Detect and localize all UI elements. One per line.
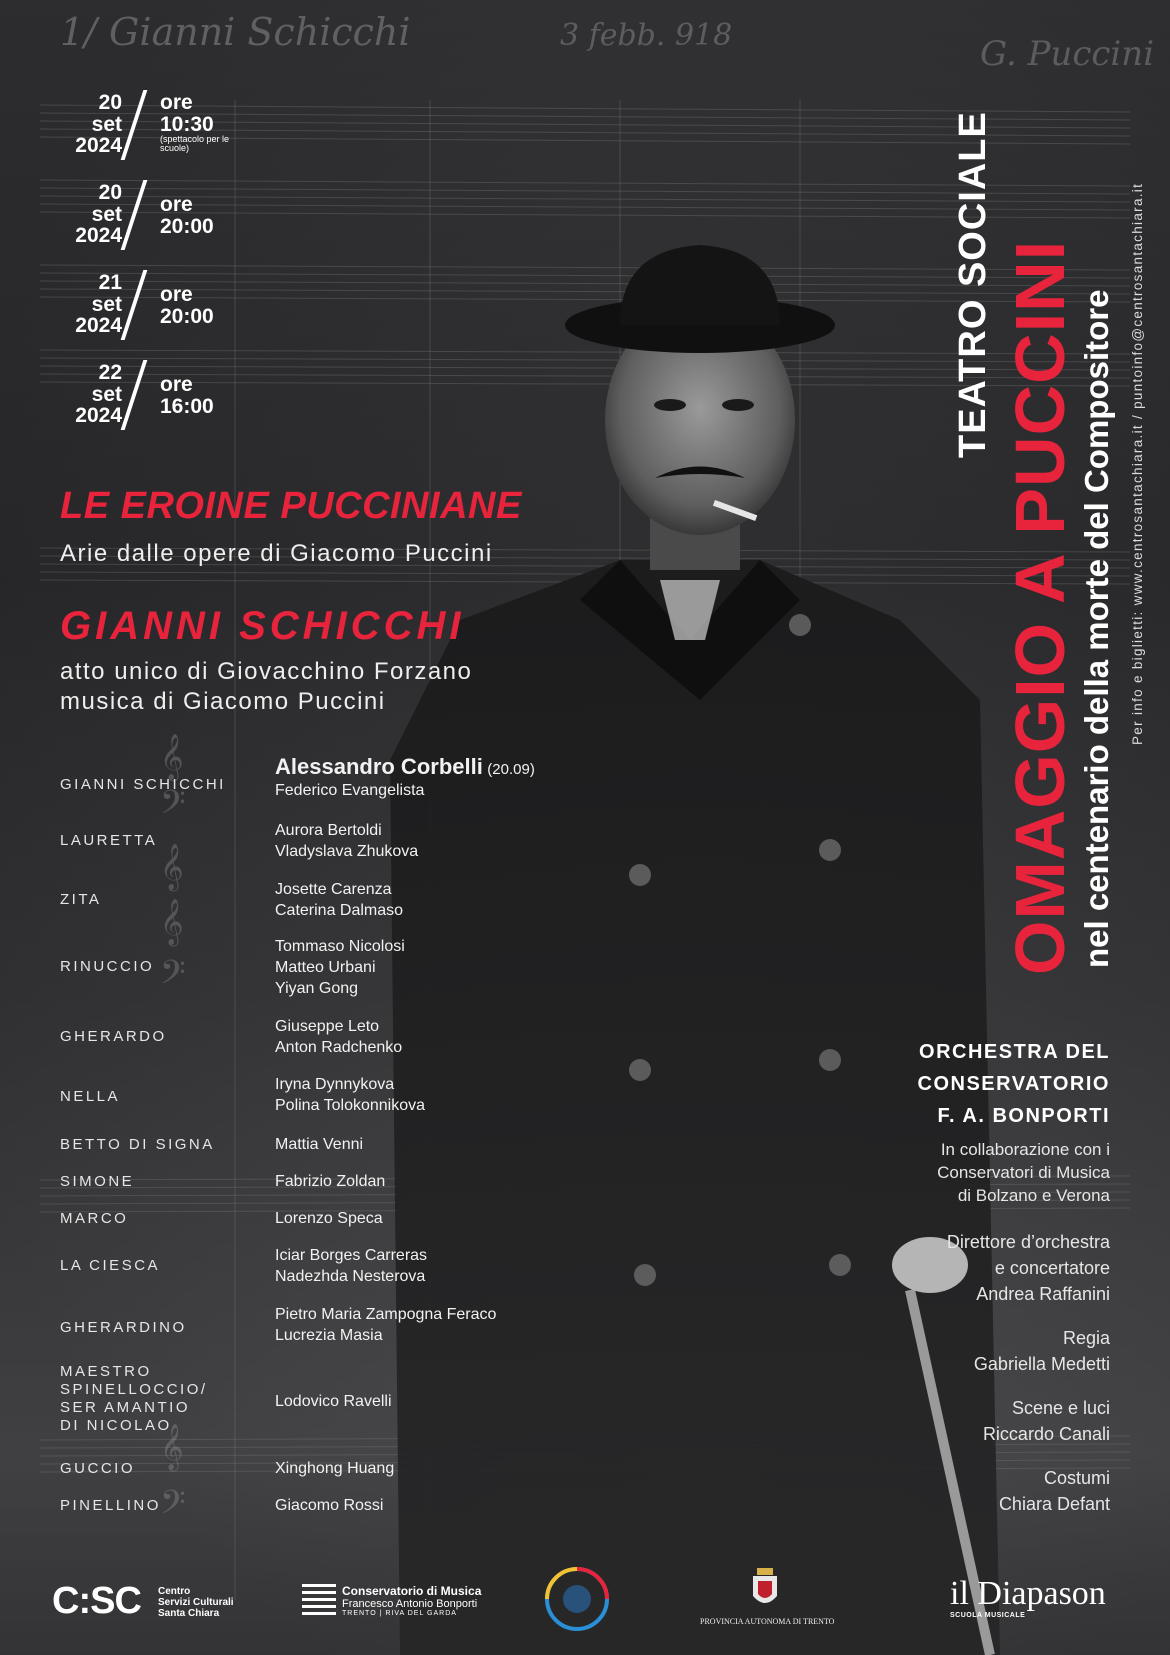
conservatorio-logo-mark xyxy=(302,1584,336,1616)
partner-circle-logo xyxy=(542,1564,612,1634)
lead-singer-date: (20.09) xyxy=(487,761,535,778)
date-day: 20 xyxy=(98,91,122,114)
time-note: (spettacolo per le scuole) xyxy=(160,134,230,153)
date-divider xyxy=(121,360,148,430)
conservatorio-logo xyxy=(302,1582,492,1622)
date-day: 21 xyxy=(98,271,122,294)
conservatorio-subname: Francesco Antonio Bonporti xyxy=(342,1598,478,1610)
role-name: NELLA xyxy=(60,1088,121,1105)
role-name: SPINELLOCCIO/ xyxy=(60,1381,208,1398)
role-name: GHERARDINO xyxy=(60,1319,187,1336)
date-year: 2024 xyxy=(75,134,122,157)
svg-text:𝄞: 𝄞 xyxy=(160,734,184,780)
singer-name: Yiyan Gong xyxy=(275,980,359,997)
diapason-sub: SCUOLA MUSICALE xyxy=(950,1612,1026,1619)
regia-name: Gabriella Medetti xyxy=(973,1354,1110,1374)
program-subtitle-eroine: Arie dalle opere di Giacomo Puccini xyxy=(60,540,493,567)
singer-name: Tommaso Nicolosi xyxy=(275,938,405,955)
role-name: GHERARDO xyxy=(60,1028,167,1045)
date-year: 2024 xyxy=(75,404,122,427)
svg-text:𝄢: 𝄢 xyxy=(160,954,186,1000)
singer-name: Iryna Dynnykova xyxy=(275,1076,395,1093)
singer-name: Nadezhda Nesterova xyxy=(275,1268,426,1285)
orchestra-name: CONSERVATORIO xyxy=(917,1073,1110,1095)
role-name: GIANNI SCHICCHI xyxy=(60,776,226,793)
csc-logo xyxy=(52,1582,242,1622)
date-divider xyxy=(121,180,148,250)
credits xyxy=(918,1036,1111,1517)
date-year: 2024 xyxy=(75,224,122,247)
date-year: 2024 xyxy=(75,314,122,337)
time-value: 10:30 xyxy=(160,112,214,136)
conductor-role: e concertatore xyxy=(994,1258,1110,1278)
role-name: GUCCIO xyxy=(60,1460,135,1477)
svg-text:𝄞: 𝄞 xyxy=(160,1424,184,1470)
lead-singer: Alessandro Corbelli xyxy=(275,754,483,779)
conductor-name: Andrea Raffanini xyxy=(976,1284,1110,1304)
date-block xyxy=(50,362,270,438)
diapason-name: il Diapason xyxy=(950,1575,1106,1612)
manuscript-signature: G. Puccini xyxy=(980,34,1155,74)
coat-of-arms-icon xyxy=(749,1566,781,1612)
program-subtitle-libretto: atto unico di Giovacchino Forzano xyxy=(60,658,473,685)
date-month: set xyxy=(91,382,122,406)
costumi-role: Costumi xyxy=(1043,1468,1110,1488)
role-name: MAESTRO xyxy=(60,1363,152,1380)
singer-name: Lorenzo Speca xyxy=(275,1210,383,1227)
provincia-logo xyxy=(700,1566,835,1636)
info-contacts: Per info e biglietti: www.centrosantachiara.it / puntoinfo@centrosantachiara.it xyxy=(1130,182,1145,745)
program-title-schicchi: GIANNI SCHICCHI xyxy=(60,604,465,648)
csc-logo-text: Servizi Culturali xyxy=(158,1597,234,1608)
time-label: ore xyxy=(160,193,193,216)
role-name: LA CIESCA xyxy=(60,1257,161,1274)
program-title-eroine: LE EROINE PUCCINIANE xyxy=(60,485,522,527)
provincia-name: PROVINCIA AUTONOMA DI TRENTO xyxy=(700,1617,835,1626)
singer-name: Giuseppe Leto xyxy=(275,1018,380,1035)
singer-name: Vladyslava Zhukova xyxy=(275,843,419,860)
singer-name: Giacomo Rossi xyxy=(275,1497,384,1514)
date-block xyxy=(50,182,270,258)
date-month: set xyxy=(91,292,122,316)
role-name: PINELLINO xyxy=(60,1497,161,1514)
time-value: 20:00 xyxy=(160,214,214,238)
collaboration-text: In collaborazione con i xyxy=(940,1140,1110,1159)
singer-name: Aurora Bertoldi xyxy=(275,822,382,839)
date-block xyxy=(50,92,270,168)
program-subtitle-music: musica di Giacomo Puccini xyxy=(60,688,386,715)
date-day: 20 xyxy=(98,181,122,204)
diapason-logo xyxy=(950,1576,1120,1626)
role-name: BETTO DI SIGNA xyxy=(60,1136,215,1153)
orchestra-name: ORCHESTRA DEL xyxy=(919,1041,1110,1063)
role-name: LAURETTA xyxy=(60,832,158,849)
singer-name: Federico Evangelista xyxy=(275,782,425,799)
orchestra-name: F. A. BONPORTI xyxy=(937,1105,1110,1127)
date-block xyxy=(50,272,270,348)
singer-name: Mattia Venni xyxy=(275,1136,364,1153)
role-name: SER AMANTIO xyxy=(60,1399,191,1416)
conductor-role: Direttore d’orchestra xyxy=(946,1232,1110,1252)
svg-text:𝄞: 𝄞 xyxy=(160,844,184,890)
singer-name: Lucrezia Masia xyxy=(275,1327,383,1344)
svg-text:𝄢: 𝄢 xyxy=(160,1484,186,1530)
singer-name: Lodovico Ravelli xyxy=(275,1393,392,1410)
singer-name: Anton Radchenko xyxy=(275,1039,403,1056)
collaboration-text: di Bolzano e Verona xyxy=(957,1186,1110,1205)
singer-name: Caterina Dalmaso xyxy=(275,902,404,919)
singer-name: Pietro Maria Zampogna Feraco xyxy=(275,1306,497,1323)
regia-role: Regia xyxy=(1062,1328,1110,1348)
role-name: DI NICOLAO xyxy=(60,1417,172,1434)
svg-text:𝄢: 𝄢 xyxy=(160,784,186,830)
time-value: 20:00 xyxy=(160,304,214,328)
role-name: ZITA xyxy=(60,891,102,908)
date-day: 22 xyxy=(98,361,122,384)
singer-name: Polina Tolokonnikova xyxy=(275,1097,426,1114)
singer-name: Xinghong Huang xyxy=(275,1460,395,1477)
role-name: SIMONE xyxy=(60,1173,135,1190)
date-divider xyxy=(121,90,148,160)
singer-name: Matteo Urbani xyxy=(275,959,376,976)
time-label: ore xyxy=(160,283,193,306)
time-label: ore xyxy=(160,373,193,396)
tagline-centenario: nel centenario della morte del Compositore xyxy=(1078,289,1115,968)
date-divider xyxy=(121,270,148,340)
singer-name: Fabrizio Zoldan xyxy=(275,1173,386,1190)
conservatorio-name: Conservatorio di Musica xyxy=(342,1584,482,1598)
svg-text:𝄞: 𝄞 xyxy=(160,899,184,945)
time-value: 16:00 xyxy=(160,394,214,418)
manuscript-date: 3 febb. 918 xyxy=(560,18,733,53)
csc-logo-text: Santa Chiara xyxy=(158,1608,220,1619)
role-name: MARCO xyxy=(60,1210,129,1227)
singer-name: Josette Carenza xyxy=(275,881,392,898)
venue-title: TEATRO SOCIALE xyxy=(952,111,994,458)
collaboration-text: Conservatori di Musica xyxy=(937,1163,1110,1182)
scene-role: Scene e luci xyxy=(1011,1398,1110,1418)
conservatorio-cities: TRENTO | RIVA DEL GARDA xyxy=(342,1610,457,1617)
csc-logo-mark: C:SC xyxy=(52,1580,141,1622)
date-month: set xyxy=(91,112,122,136)
headline-omaggio: OMAGGIO A PUCCINI xyxy=(1001,239,1079,975)
time-label: ore xyxy=(160,91,193,114)
costumi-name: Chiara Defant xyxy=(998,1494,1110,1514)
role-name: RINUCCIO xyxy=(60,958,155,975)
csc-logo-text: Centro xyxy=(158,1586,191,1597)
singer-name: Iciar Borges Carreras xyxy=(275,1247,428,1264)
scene-name: Riccardo Canali xyxy=(982,1424,1110,1444)
date-month: set xyxy=(91,202,122,226)
manuscript-header: 1/ Gianni Schicchi xyxy=(60,10,411,54)
